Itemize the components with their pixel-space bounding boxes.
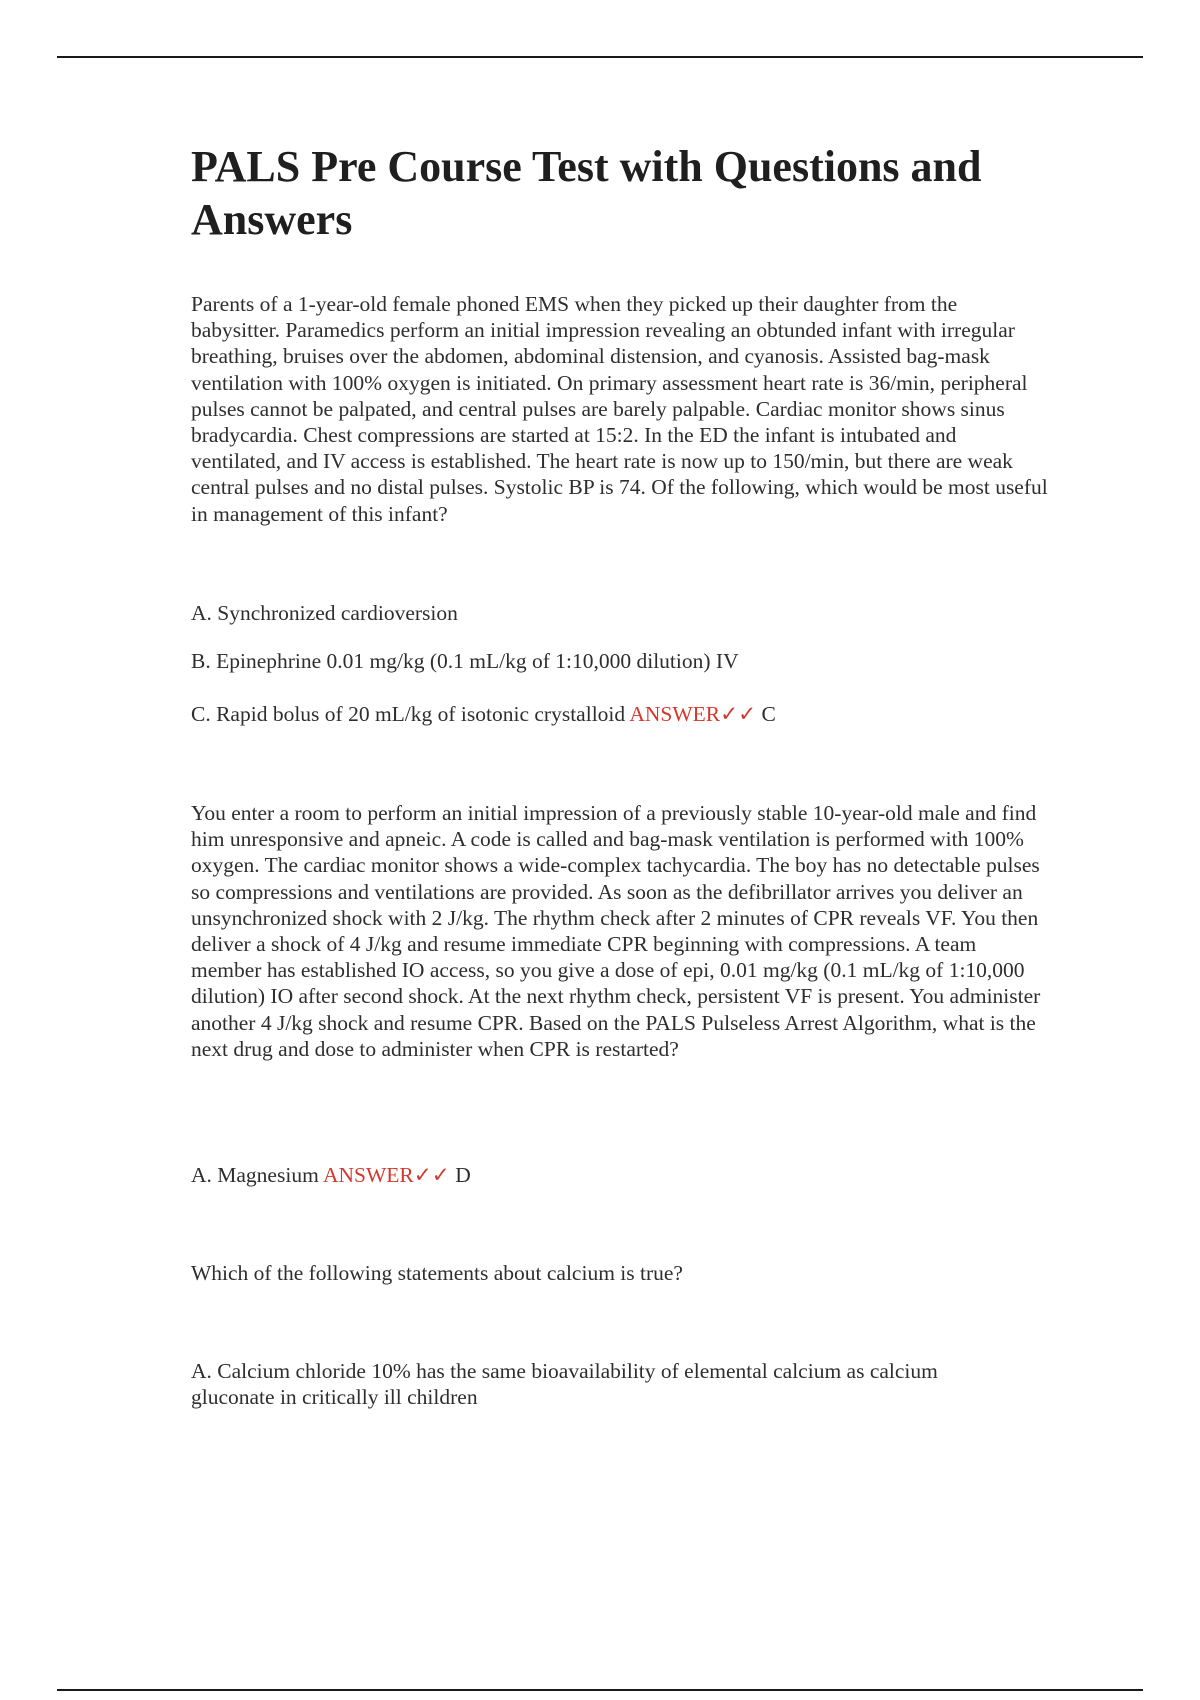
- document-page: [191, 140, 1051, 1410]
- question-3-text: Which of the following statements about calcium is true?: [191, 1261, 683, 1285]
- question-1-option-a: A. Synchronized cardioversion: [191, 601, 458, 625]
- top-rule: [57, 56, 1143, 58]
- option-text: A. Magnesium: [191, 1163, 319, 1187]
- question-2-text: You enter a room to perform an initial impression of a previously stable 10-year-old male and find him unresponsive and apneic. A code is called and bag-mask ventilation is performed with 100% oxygen. The cardiac monitor shows a wide-complex tachycardia. The boy has no detectable pulses so compressions and ventilations are provided. As soon as the defibrillator arrives you deliver an unsynchronized shock with 2 J/kg. The rhythm check after 2 minutes of CPR reveals VF. You then deliver a shock of 4 J/kg and resume immediate CPR beginning with compressions. A team member has established IO access, so you give a dose of epi, 0.01 mg/kg (0.1 mL/kg of 1:10,000 dilution) IO after second shock. At the next rhythm check, persistent VF is present. You administer another 4 J/kg shock and resume CPR. Based on the PALS Pulseless Arrest Algorithm, what is the next drug and dose to administer when CPR is restarted?: [191, 801, 1041, 1061]
- answer-value: C: [761, 702, 776, 726]
- answer-tag: ANSWER✓✓: [629, 702, 757, 726]
- question-2-option-a: [191, 1162, 471, 1188]
- document-title: PALS Pre Course Test with Questions and Answers: [191, 142, 982, 244]
- option-text: C. Rapid bolus of 20 mL/kg of isotonic crystalloid: [191, 702, 626, 726]
- bottom-rule: [57, 1689, 1143, 1691]
- question-1-option-b: B. Epinephrine 0.01 mg/kg (0.1 mL/kg of 1:10,000 dilution) IV: [191, 649, 739, 673]
- answer-tag: ANSWER✓✓: [323, 1163, 450, 1187]
- question-3-option-a: A. Calcium chloride 10% has the same bioavailability of elemental calcium as calcium gluconate in critically ill children: [191, 1359, 938, 1410]
- answer-value: D: [455, 1163, 471, 1187]
- question-1-option-c: [191, 701, 776, 727]
- question-1-text: Parents of a 1-year-old female phoned EMS when they picked up their daughter from the babysitter. Paramedics perform an initial impression revealing an obtunded infant with irregular breathing, bruises over the abdomen, abdominal distension, and cyanosis. Assisted bag-mask ventilation with 100% oxygen is initiated. On primary assessment heart rate is 36/min, peripheral pulses cannot be palpated, and central pulses are barely palpable. Cardiac monitor shows sinus bradycardia. Chest compressions are started at 15:2. In the ED the infant is intubated and ventilated, and IV access is established. The heart rate is now up to 150/min, but there are weak central pulses and no distal pulses. Systolic BP is 74. Of the following, which would be most useful in management of this infant?: [191, 292, 1048, 526]
